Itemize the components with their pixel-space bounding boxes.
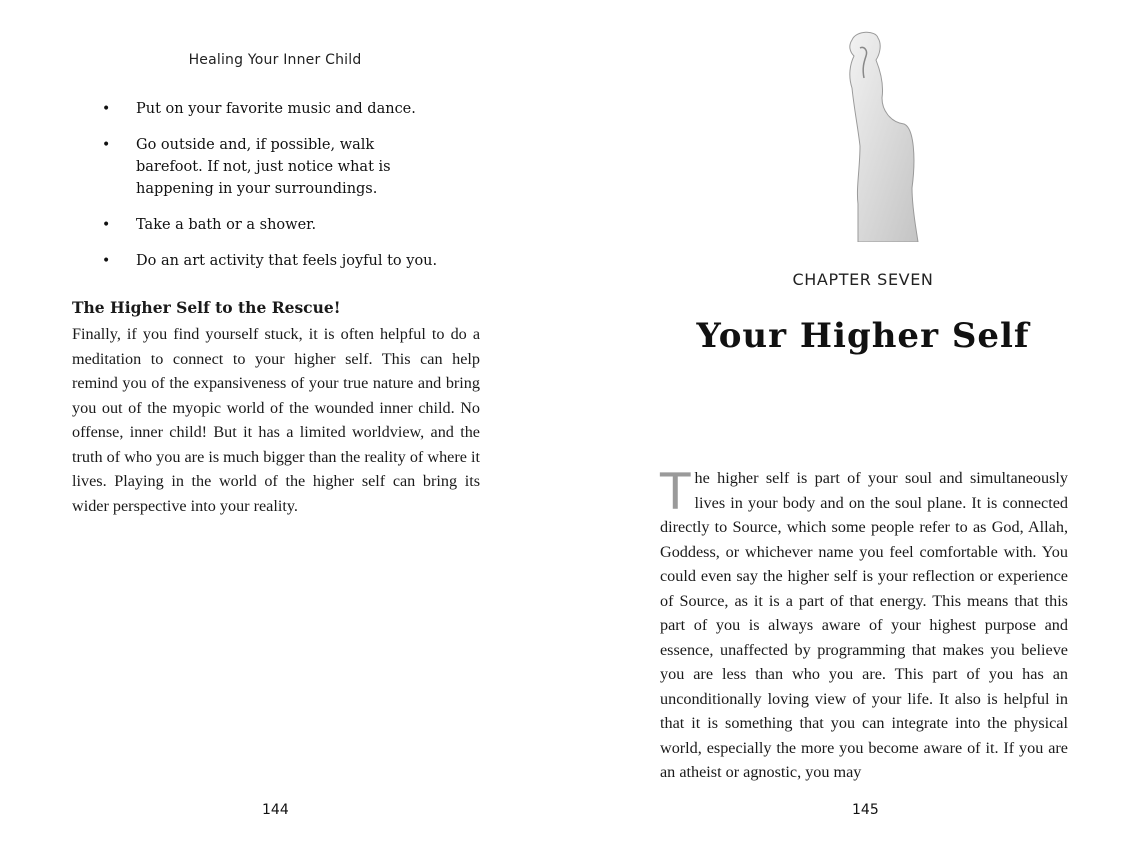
page-number: 145 xyxy=(852,802,879,818)
list-item: • Take a bath or a shower. xyxy=(72,214,492,236)
body-paragraph: Finally, if you find yourself stuck, it is often helpful to do a meditation to connect to your higher self. This can help remind you of the expansiveness of your true nature and bring you out of the myopic world of the wounded inner child. No offense, inner child! But it has a limited worldview, and the truth of who you are is much bigger than the reality of where it lives. Playing in the world of the higher self can bring its wider perspective into your reality. xyxy=(72,325,480,515)
bullet-icon: • xyxy=(102,101,111,117)
bullet-icon: • xyxy=(102,253,111,269)
list-item: • Go outside and, if possible, walk barefoot. If not, just notice what is happening in your surroundings. xyxy=(72,134,422,200)
silhouette-figure-icon xyxy=(832,28,932,242)
left-page xyxy=(0,0,560,854)
page-number: 144 xyxy=(262,802,289,818)
body-paragraph: The higher self is part of your soul and simultaneously lives in your body and on the soul plane. It is connected directly to Source, which some people refer to as God, Allah, Goddess, or whichever name you feel comfortable with. You could even say the higher self is your reflection or experience of Source, as it is a part of that energy. This means that this part of you is always aware of your highest purpose and essence, unaffected by programming that makes you believe you are less than who you are. This part of you has an unconditionally loving view of your life. It also is helpful in that it is something that you can integrate into the physical world, especially the more you become aware of it. If you are an atheist or agnostic, you may xyxy=(660,463,1068,781)
right-page xyxy=(570,0,1139,854)
list-item: • Put on your favorite music and dance. xyxy=(72,98,492,120)
running-head: Healing Your Inner Child xyxy=(188,52,362,68)
bullet-icon: • xyxy=(102,137,111,153)
section-heading: The Higher Self to the Rescue! xyxy=(72,298,341,317)
bullet-icon: • xyxy=(102,217,111,233)
list-item: • Do an art activity that feels joyful to you. xyxy=(72,250,492,272)
drop-cap: T xyxy=(660,463,691,521)
chapter-label: CHAPTER SEVEN xyxy=(792,270,934,289)
bullet-list xyxy=(72,98,492,286)
chapter-title: Your Higher Self xyxy=(696,316,1030,356)
